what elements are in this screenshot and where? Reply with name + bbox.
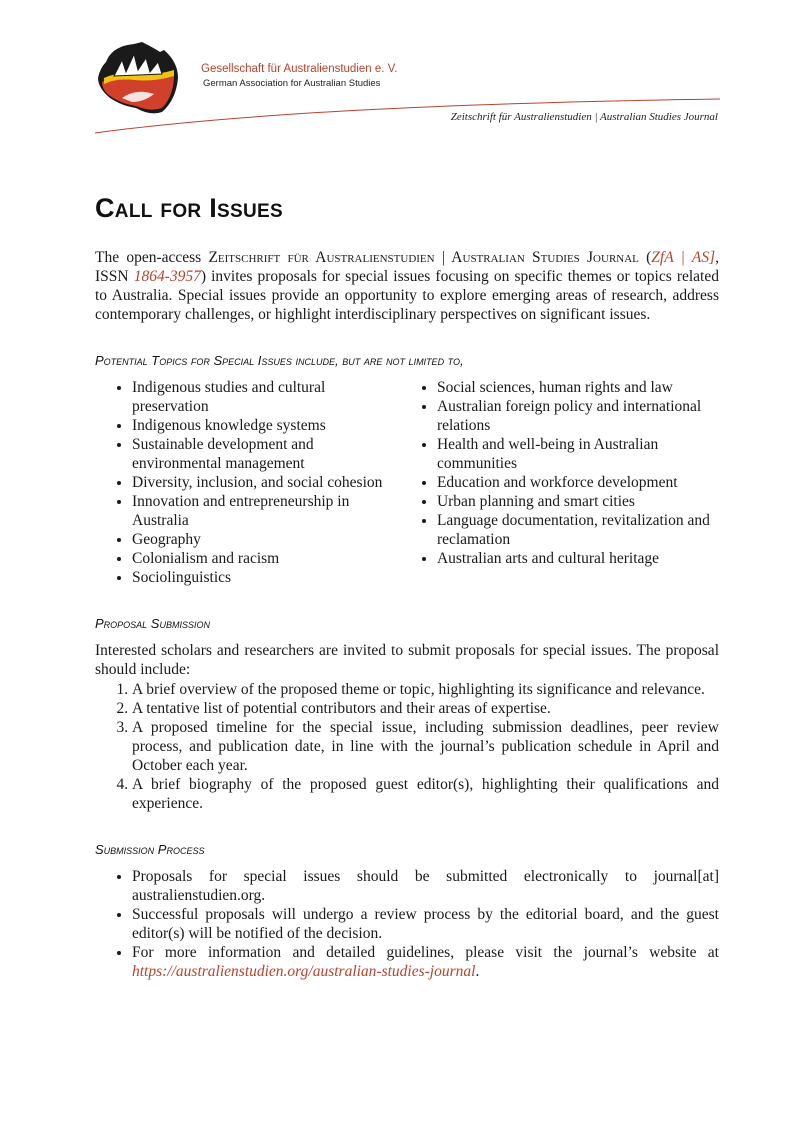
topics-list xyxy=(95,378,719,587)
list-item: • Health and well-being in Australian communities xyxy=(437,435,719,473)
list-item: 4. A brief biography of the proposed guest editor(s), highlighting their qualifications and experience. xyxy=(132,775,719,813)
intro-paragraph: The open-access Zeitschrift für Australienstudien | Australian Studies Journal (ZfA | AS], ISSN 1864-3957) invites proposals for special issues focusing on specific themes or topics related to Australia. Special issues provide an opportunity to explore emerging areas of research, address contemporary challenges, or highlight interdisciplinary perspectives on significant issues. xyxy=(95,249,719,323)
proposal-requirements-list xyxy=(95,680,719,813)
list-item: • Language documentation, revitalization and reclamation xyxy=(437,511,719,549)
topics-heading: Potential Topics for Special Issues include, but are not limited to, xyxy=(95,353,464,368)
list-item: 3. A proposed timeline for the special issue, including submission deadlines, peer review process, and publication date, in line with the journal’s publication schedule in April and October each year. xyxy=(132,718,719,775)
submission-process-list xyxy=(95,867,719,981)
org-name-en: German Association for Australian Studies xyxy=(203,78,381,89)
list-item: 2. A tentative list of potential contributors and their areas of expertise. xyxy=(132,699,719,718)
process-heading: Submission Process xyxy=(95,842,205,857)
list-item: • Social sciences, human rights and law xyxy=(437,378,719,397)
list-item: • Sustainable development and environmental management xyxy=(132,435,400,473)
journal-abbrev-link[interactable]: ZfA | AS] xyxy=(651,249,716,266)
list-item: • For more information and detailed guidelines, please visit the journal’s website at https://australienstudien.org/australian-studies-journal. xyxy=(132,943,719,981)
list-item: • Urban planning and smart cities xyxy=(437,492,719,511)
list-item: • Indigenous studies and cultural preservation xyxy=(132,378,400,416)
issn-link[interactable]: 1864-3957 xyxy=(133,268,201,285)
topics-column-right xyxy=(400,378,719,587)
list-item: • Australian foreign policy and international relations xyxy=(437,397,719,435)
journal-name: Zeitschrift für Australienstudien | Australian Studies Journal xyxy=(208,249,639,266)
list-item: • Geography xyxy=(132,530,400,549)
list-item: • Diversity, inclusion, and social cohesion xyxy=(132,473,400,492)
topics-column-left xyxy=(95,378,400,587)
journal-running-header: Zeitschrift für Australienstudien | Australian Studies Journal xyxy=(450,111,718,123)
proposal-intro: Interested scholars and researchers are invited to submit proposals for special issues. The proposal should include: xyxy=(95,642,719,678)
list-item: • Indigenous knowledge systems xyxy=(132,416,400,435)
org-name-de: Gesellschaft für Australienstudien e. V. xyxy=(201,63,398,75)
list-item: • Proposals for special issues should be submitted electronically to journal[at] australienstudien.org. xyxy=(132,867,719,905)
list-item: • Innovation and entrepreneurship in Australia xyxy=(132,492,400,530)
list-item: • Successful proposals will undergo a review process by the editorial board, and the guest editor(s) will be notified of the decision. xyxy=(132,905,719,943)
list-item: • Education and workforce development xyxy=(437,473,719,492)
list-item: • Australian arts and cultural heritage xyxy=(437,549,719,568)
main-content xyxy=(95,248,719,981)
association-logo xyxy=(92,38,182,118)
list-item: • Colonialism and racism xyxy=(132,549,400,568)
list-item: • Sociolinguistics xyxy=(132,568,400,587)
journal-website-link[interactable]: https://australienstudien.org/australian-studies-journal xyxy=(132,963,476,980)
page-title: Call for Issues xyxy=(95,193,283,223)
list-item: 1. A brief overview of the proposed theme or topic, highlighting its significance and relevance. xyxy=(132,680,719,699)
proposal-heading: Proposal Submission xyxy=(95,616,210,631)
